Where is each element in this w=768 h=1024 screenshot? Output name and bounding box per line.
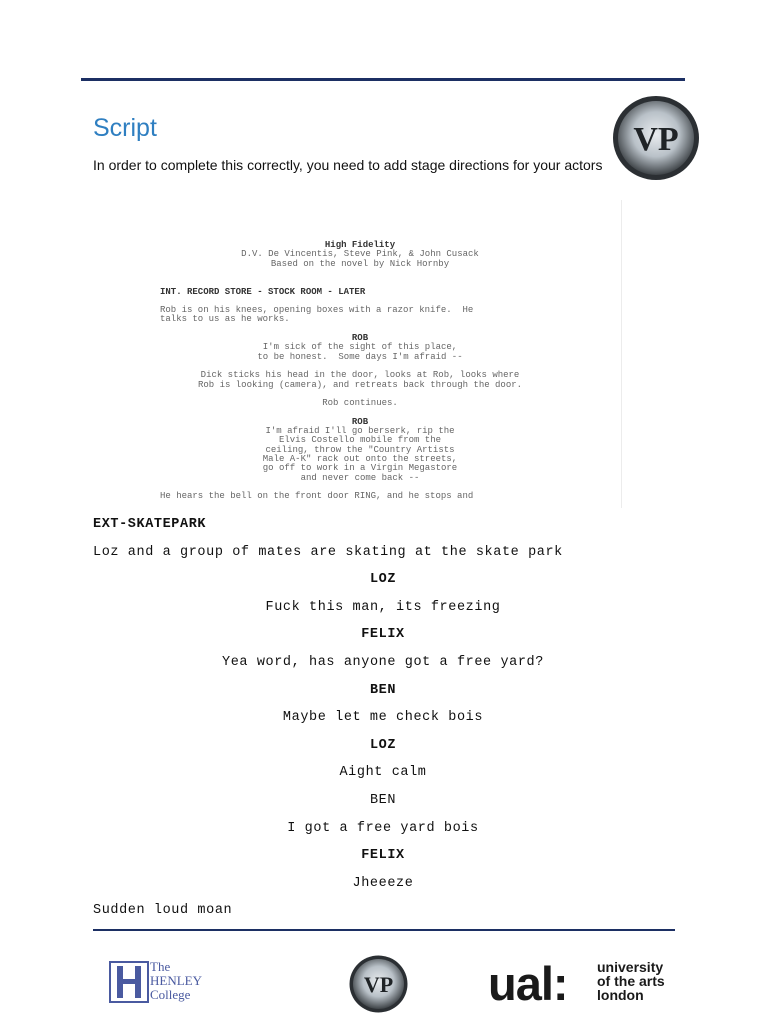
ual-logo-words	[597, 960, 665, 1002]
excerpt-line: Rob is on his knees, opening boxes with a razor knife. He	[160, 305, 474, 316]
henley-line2: HENLEY	[150, 973, 202, 988]
action-line: Sudden loud moan	[93, 903, 233, 919]
page-title: Script	[93, 114, 157, 142]
excerpt-line: and never come back --	[300, 472, 420, 483]
excerpt-line: I'm sick of the sight of this place,	[262, 342, 458, 353]
excerpt-line: High Fidelity	[324, 240, 396, 250]
dialogue-line: Jheeeze	[352, 875, 414, 891]
henley-line1: The	[150, 959, 171, 974]
excerpt-line: Elvis Costello mobile from the	[278, 435, 442, 446]
excerpt-line: go off to work in a Virgin Megastore	[262, 463, 458, 474]
vp-logo	[612, 95, 700, 181]
character-name: BEN	[369, 682, 397, 698]
excerpt-line: D.V. De Vincentis, Steve Pink, & John Cusack	[241, 249, 479, 260]
vp-footer-logo-text: VP	[363, 972, 394, 997]
excerpt-line: ROB	[351, 333, 369, 343]
dialogue-line: I got a free yard bois	[287, 820, 479, 836]
vp-logo-footer	[349, 955, 408, 1013]
vp-logo-text: VP	[633, 121, 679, 158]
dialogue-line: Yea word, has anyone got a free yard?	[222, 655, 544, 670]
excerpt-line: ROB	[351, 416, 369, 427]
footer-rule	[93, 929, 675, 931]
ual-line1: university	[597, 959, 664, 975]
excerpt-line: Based on the novel by Nick Hornby	[270, 258, 450, 269]
dialogue-line: BEN	[369, 793, 397, 808]
excerpt-line: to be honest. Some days I'm afraid --	[257, 351, 463, 362]
dialogue-line: Aight calm	[339, 765, 427, 781]
excerpt-line: ceiling, throw the "Country Artists	[265, 444, 455, 455]
action-line: Loz and a group of mates are skating at the skate park	[93, 544, 563, 560]
character-name: FELIX	[361, 627, 405, 643]
excerpt-line: Dick sticks his head in the door, looks at Rob, looks where	[200, 370, 520, 381]
henley-h-icon	[108, 960, 152, 1004]
header-rule	[81, 78, 685, 81]
character-name: FELIX	[361, 848, 405, 864]
ual-line2: of the arts	[597, 973, 665, 989]
intro-text: In order to complete this correctly, you need to add stage directions for your actors	[93, 157, 603, 173]
script-excerpt-image	[160, 240, 560, 510]
ual-logo-mark: ual:	[488, 957, 568, 1010]
excerpt-line: He hears the bell on the front door RING, and he stops and	[160, 491, 474, 502]
excerpt-line: Rob continues.	[322, 398, 398, 409]
excerpt-line: Male A-K" rack out onto the streets,	[262, 453, 458, 464]
ual-line3: london	[597, 987, 644, 1003]
excerpt-line: INT. RECORD STORE - STOCK ROOM - LATER	[160, 286, 366, 297]
henley-line3: College	[150, 987, 191, 1002]
excerpt-divider	[621, 200, 622, 508]
character-name: LOZ	[369, 572, 397, 588]
character-name: LOZ	[369, 737, 397, 753]
excerpt-line: I'm afraid I'll go berserk, rip the	[265, 426, 455, 436]
henley-college-text	[150, 960, 202, 1002]
excerpt-line: Rob is looking (camera), and retreats back through the door.	[197, 379, 523, 390]
dialogue-line: Fuck this man, its freezing	[265, 599, 501, 615]
action-line: EXT-SKATEPARK	[93, 517, 207, 532]
excerpt-line: talks to us as he works.	[160, 314, 290, 325]
dialogue-line: Maybe let me check bois	[282, 710, 484, 726]
